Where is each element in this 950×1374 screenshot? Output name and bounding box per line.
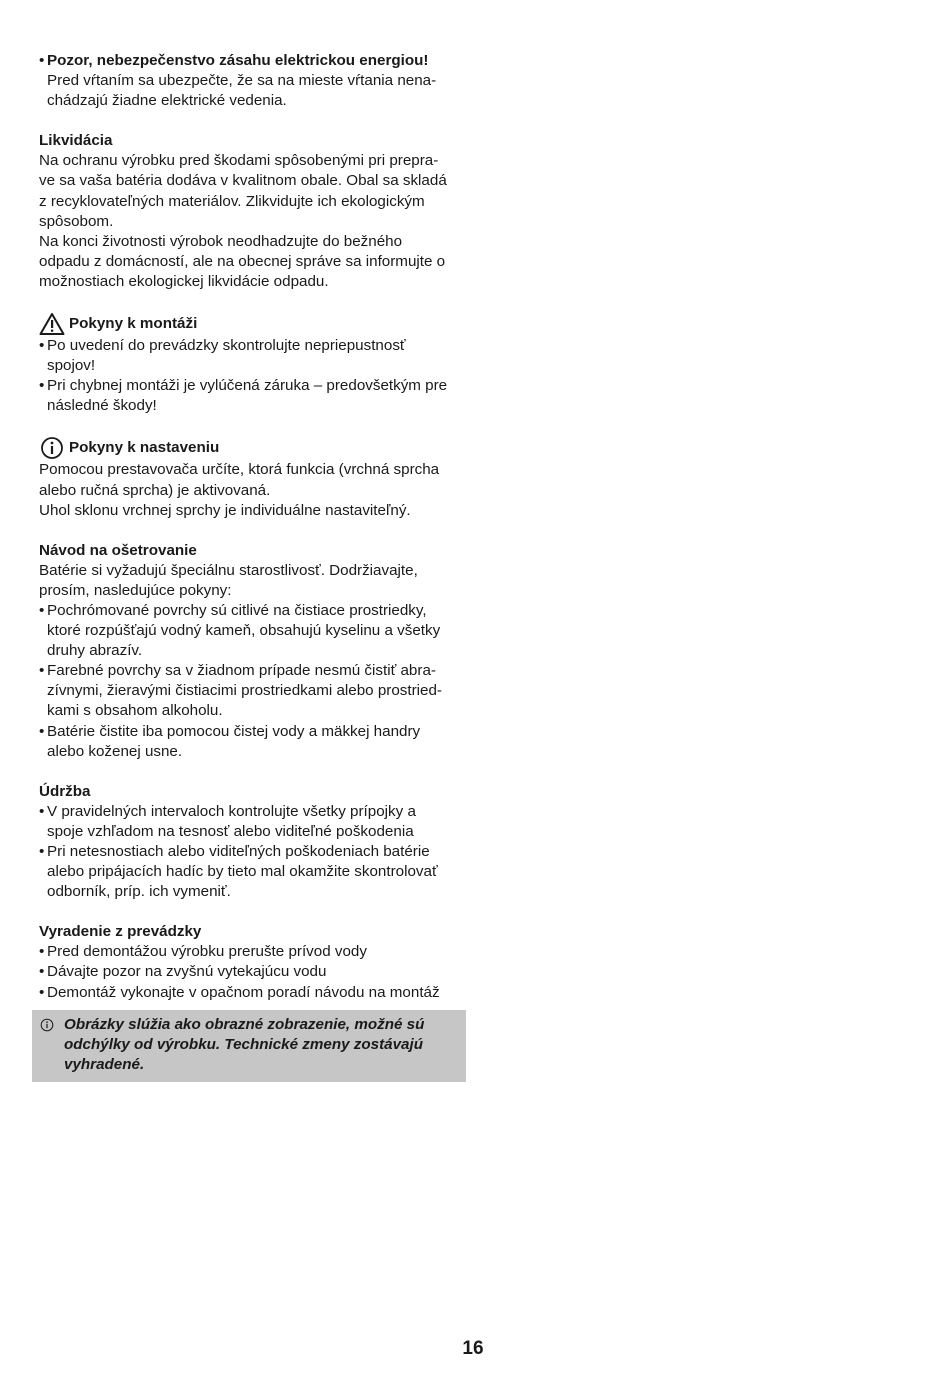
- disposal-line: spôsobom.: [39, 212, 114, 230]
- list-item: [39, 983, 469, 1003]
- list-item: [39, 336, 469, 376]
- list-item-text: alebo koženej usne.: [47, 742, 183, 760]
- bullet: •: [39, 983, 45, 1001]
- list-item: [39, 842, 469, 902]
- list-item-text: kami s obsahom alkoholu.: [47, 702, 223, 720]
- list-item-text: spoje vzhľadom na tesnosť alebo viditeľné poškodenia: [47, 822, 414, 840]
- note-line: Obrázky slúžia ako obrazné zobrazenie, možné sú: [64, 1016, 425, 1033]
- section-heading-decommission: Vyradenie z prevádzky: [39, 923, 202, 941]
- settings-line: alebo ručná sprcha) je aktivovaná.: [39, 481, 271, 499]
- list-item-text: Farebné povrchy sa v žiadnom prípade nesmú čistiť abra-: [47, 662, 436, 680]
- bullet: •: [39, 722, 45, 740]
- list-item-text: Pred demontážou výrobku prerušte prívod vody: [47, 943, 367, 961]
- bullet: •: [39, 963, 45, 981]
- list-item-text: ktoré rozpúšťajú vodný kameň, obsahujú kyselinu a všetky: [47, 622, 441, 640]
- electric-warning: [39, 51, 469, 111]
- section-heading-settings: Pokyny k nastaveniu: [69, 439, 220, 457]
- list-item-text: následné škody!: [47, 397, 157, 415]
- electric-warning-title: Pozor, nebezpečenstvo zásahu elektrickou energiou!: [47, 52, 429, 69]
- list-item-text: Po uvedení do prevádzky skontrolujte nepriepustnosť: [47, 337, 406, 355]
- list-item: [39, 962, 469, 982]
- disposal-line: Na ochranu výrobku pred škodami spôsobenými pri prepra-: [39, 152, 439, 170]
- care-intro-line: Batérie si vyžadujú špeciálnu starostlivosť. Dodržiavajte,: [39, 561, 418, 579]
- disposal-line: Na konci životnosti výrobok neodhadzujte do bežného: [39, 232, 403, 250]
- list-item-text: druhy abrazív.: [47, 642, 143, 660]
- list-item-text: Dávajte pozor na zvyšnú vytekajúcu vodu: [47, 963, 327, 981]
- bullet: •: [39, 377, 45, 395]
- section-heading-maintenance: Údržba: [39, 782, 91, 800]
- list-item-text: Demontáž vykonajte v opačnom poradí návodu na montáž: [47, 983, 440, 1001]
- section-heading-settings-row: [39, 436, 469, 460]
- list-item-text: zívnymi, žieravými čistiacimi prostriedkami alebo prostried-: [47, 682, 442, 700]
- info-circle-icon: [39, 436, 65, 460]
- list-item: [39, 722, 469, 762]
- bullet: •: [39, 337, 45, 355]
- electric-warning-text: Pred vŕtaním sa ubezpečte, že sa na mieste vŕtania nena-: [47, 72, 437, 90]
- bullet: •: [39, 662, 45, 680]
- settings-line: Uhol sklonu vrchnej sprchy je individuálne nastaviteľný.: [39, 501, 411, 519]
- settings-line: Pomocou prestavovača určíte, ktorá funkcia (vrchná sprcha: [39, 461, 440, 479]
- disposal-line: ve sa vaša batéria dodáva v kvalitnom obale. Obal sa skladá: [39, 172, 447, 190]
- list-item-text: alebo pripájacích hadíc by tieto mal okamžite skontrolovať: [47, 863, 438, 881]
- info-circle-icon: [40, 1015, 64, 1082]
- list-item-text: V pravidelných intervaloch kontrolujte všetky prípojky a: [47, 802, 416, 820]
- bullet: •: [39, 843, 45, 860]
- list-item: [39, 661, 469, 721]
- list-item: [39, 942, 469, 962]
- disclaimer-note: [32, 1010, 466, 1082]
- electric-warning-text: chádzajú žiadne elektrické vedenia.: [47, 92, 287, 110]
- disposal-line: odpadu z domácností, ale na obecnej správe sa informujte o: [39, 252, 446, 270]
- warning-triangle-icon: [39, 312, 65, 336]
- list-item: [39, 802, 469, 842]
- list-item-text: odborník, príp. ich vymeniť.: [47, 883, 231, 901]
- list-item: [39, 376, 469, 416]
- disposal-line: z recyklovateľných materiálov. Zlikvidujte ich ekologickým: [39, 192, 425, 210]
- list-item: [39, 601, 469, 661]
- list-item-text: Pri netesnostiach alebo viditeľných poškodeniach batérie: [47, 843, 430, 860]
- list-item-text: Pri chybnej montáži je vylúčená záruka – predovšetkým pre: [47, 377, 448, 395]
- bullet: •: [39, 601, 45, 619]
- list-item-text: Pochrómované povrchy sú citlivé na čistiace prostriedky,: [47, 601, 427, 619]
- section-heading-disposal: Likvidácia: [39, 132, 113, 150]
- note-line: odchýlky od výrobku. Technické zmeny zostávajú: [64, 1036, 423, 1054]
- list-item-text: Batérie čistite iba pomocou čistej vody a mäkkej handry: [47, 722, 421, 740]
- document-body: [39, 51, 469, 1003]
- section-heading-mounting: Pokyny k montáži: [69, 314, 198, 332]
- note-line: vyhradené.: [64, 1056, 145, 1074]
- bullet: •: [39, 52, 45, 69]
- section-heading-care: Návod na ošetrovanie: [39, 541, 197, 559]
- bullet: •: [39, 802, 45, 820]
- care-intro-line: prosím, nasledujúce pokyny:: [39, 581, 232, 599]
- section-heading-mounting-row: [39, 312, 469, 336]
- disposal-line: možnostiach ekologickej likvidácie odpadu.: [39, 272, 329, 290]
- list-item-text: spojov!: [47, 357, 96, 375]
- bullet: •: [39, 943, 45, 961]
- page-number: 16: [462, 1338, 484, 1359]
